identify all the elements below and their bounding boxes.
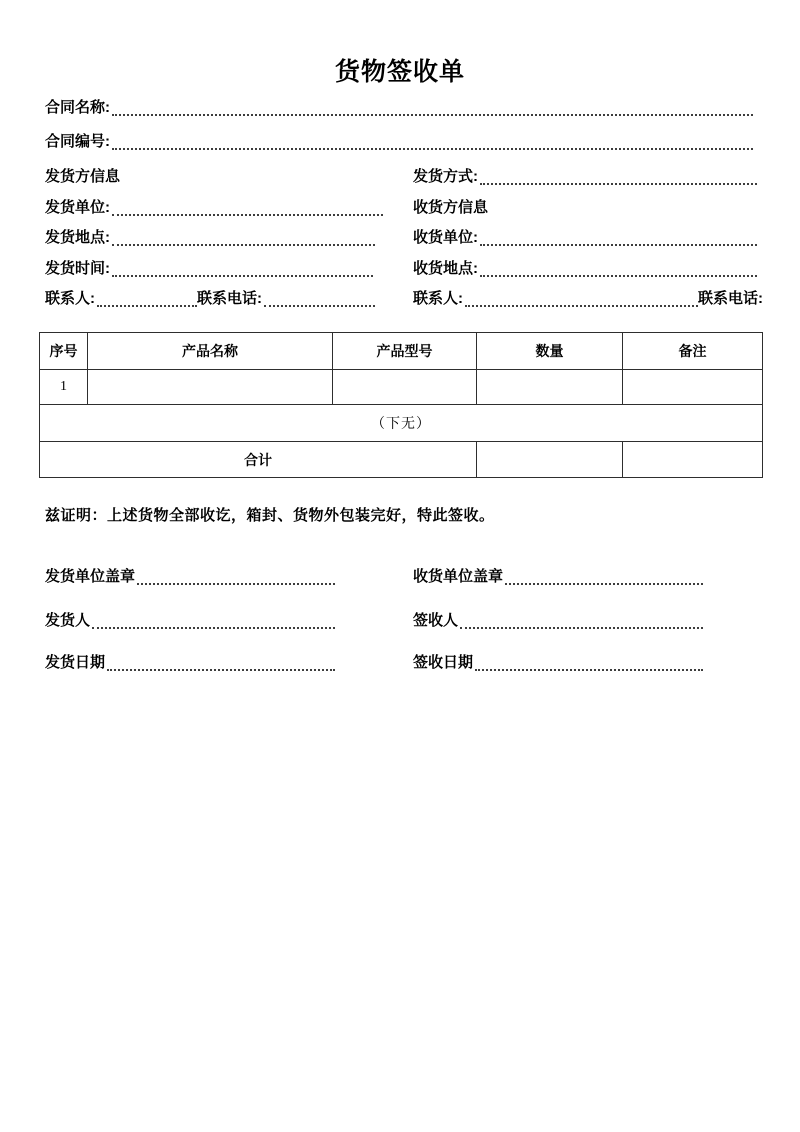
- receive-unit-row: [413, 227, 757, 248]
- receiver-contact-fill-line: [465, 305, 698, 307]
- header-remarks: 备注: [623, 333, 763, 370]
- end-marker: （下无）: [40, 405, 763, 442]
- contract-name-label: 合同名称:: [45, 99, 110, 116]
- ship-time-row: [45, 258, 373, 279]
- shipper-seal-fill-line: [137, 583, 335, 585]
- end-marker-row: [40, 405, 763, 442]
- ship-place-fill-line: [112, 244, 375, 246]
- ship-date-row: [45, 652, 335, 673]
- total-quantity-cell: [477, 442, 623, 478]
- shipper-person-label: 发货人: [45, 612, 91, 629]
- ship-time-label: 发货时间:: [45, 260, 110, 277]
- cell-product-model: [333, 370, 477, 405]
- receiver-seal-label: 收货单位盖章: [413, 568, 504, 585]
- page-title: 货物签收单: [334, 58, 465, 86]
- receive-date-fill-line: [475, 669, 703, 671]
- receiver-phone-label: 联系电话:: [698, 290, 763, 307]
- receiver-contact-label: 联系人:: [413, 290, 463, 307]
- ship-unit-fill-line: [112, 214, 383, 216]
- cell-product-name: [88, 370, 333, 405]
- shipper-phone-label: 联系电话:: [197, 290, 262, 307]
- receive-date-label: 签收日期: [413, 654, 474, 671]
- receive-unit-label: 收货单位:: [413, 229, 478, 246]
- shipper-contact-label: 联系人:: [45, 290, 95, 307]
- table-row: [40, 370, 763, 405]
- receiver-seal-row: [413, 566, 703, 587]
- total-remarks-cell: [623, 442, 763, 478]
- ship-place-row: [45, 227, 375, 248]
- receiver-section-row: [413, 197, 488, 218]
- shipper-contact-fill-line: [97, 305, 197, 307]
- contract-name-row: [45, 97, 753, 118]
- contract-number-row: [45, 131, 753, 152]
- ship-unit-label: 发货单位:: [45, 199, 110, 216]
- ship-method-fill-line: [480, 183, 757, 185]
- items-table: [39, 332, 763, 478]
- total-label: 合计: [40, 442, 477, 478]
- cell-index: 1: [40, 370, 88, 405]
- receive-date-row: [413, 652, 703, 673]
- receive-place-label: 收货地点:: [413, 260, 478, 277]
- cell-quantity: [477, 370, 623, 405]
- receive-place-fill-line: [480, 275, 757, 277]
- ship-method-label: 发货方式:: [413, 168, 478, 185]
- contract-number-fill-line: [112, 148, 753, 150]
- receiver-contact-row: [413, 288, 763, 309]
- receiver-person-row: [413, 610, 703, 631]
- ship-unit-row: [45, 197, 383, 218]
- header-quantity: 数量: [477, 333, 623, 370]
- receiver-person-fill-line: [460, 627, 703, 629]
- receive-place-row: [413, 258, 757, 279]
- table-header-row: [40, 333, 763, 370]
- contract-name-fill-line: [112, 114, 753, 116]
- ship-time-fill-line: [112, 275, 373, 277]
- shipper-section-label: 发货方信息: [45, 168, 121, 185]
- receiver-section-label: 收货方信息: [413, 199, 489, 216]
- header-product-model: 产品型号: [333, 333, 477, 370]
- header-index: 序号: [40, 333, 88, 370]
- receiver-person-label: 签收人: [413, 612, 459, 629]
- cell-remarks: [623, 370, 763, 405]
- shipper-section-row: [45, 166, 120, 187]
- header-product-name: 产品名称: [88, 333, 333, 370]
- shipper-seal-label: 发货单位盖章: [45, 568, 136, 585]
- certification-statement: 兹证明：上述货物全部收讫，箱封、货物外包装完好，特此签收。: [45, 507, 495, 524]
- contract-number-label: 合同编号:: [45, 133, 110, 150]
- ship-place-label: 发货地点:: [45, 229, 110, 246]
- receiver-seal-fill-line: [505, 583, 703, 585]
- shipper-person-fill-line: [92, 627, 335, 629]
- receive-unit-fill-line: [480, 244, 757, 246]
- total-row: [40, 442, 763, 478]
- ship-method-row: [413, 166, 757, 187]
- shipper-phone-fill-line: [264, 305, 375, 307]
- ship-date-label: 发货日期: [45, 654, 106, 671]
- shipper-contact-row: [45, 288, 375, 309]
- shipper-person-row: [45, 610, 335, 631]
- ship-date-fill-line: [107, 669, 335, 671]
- shipper-seal-row: [45, 566, 335, 587]
